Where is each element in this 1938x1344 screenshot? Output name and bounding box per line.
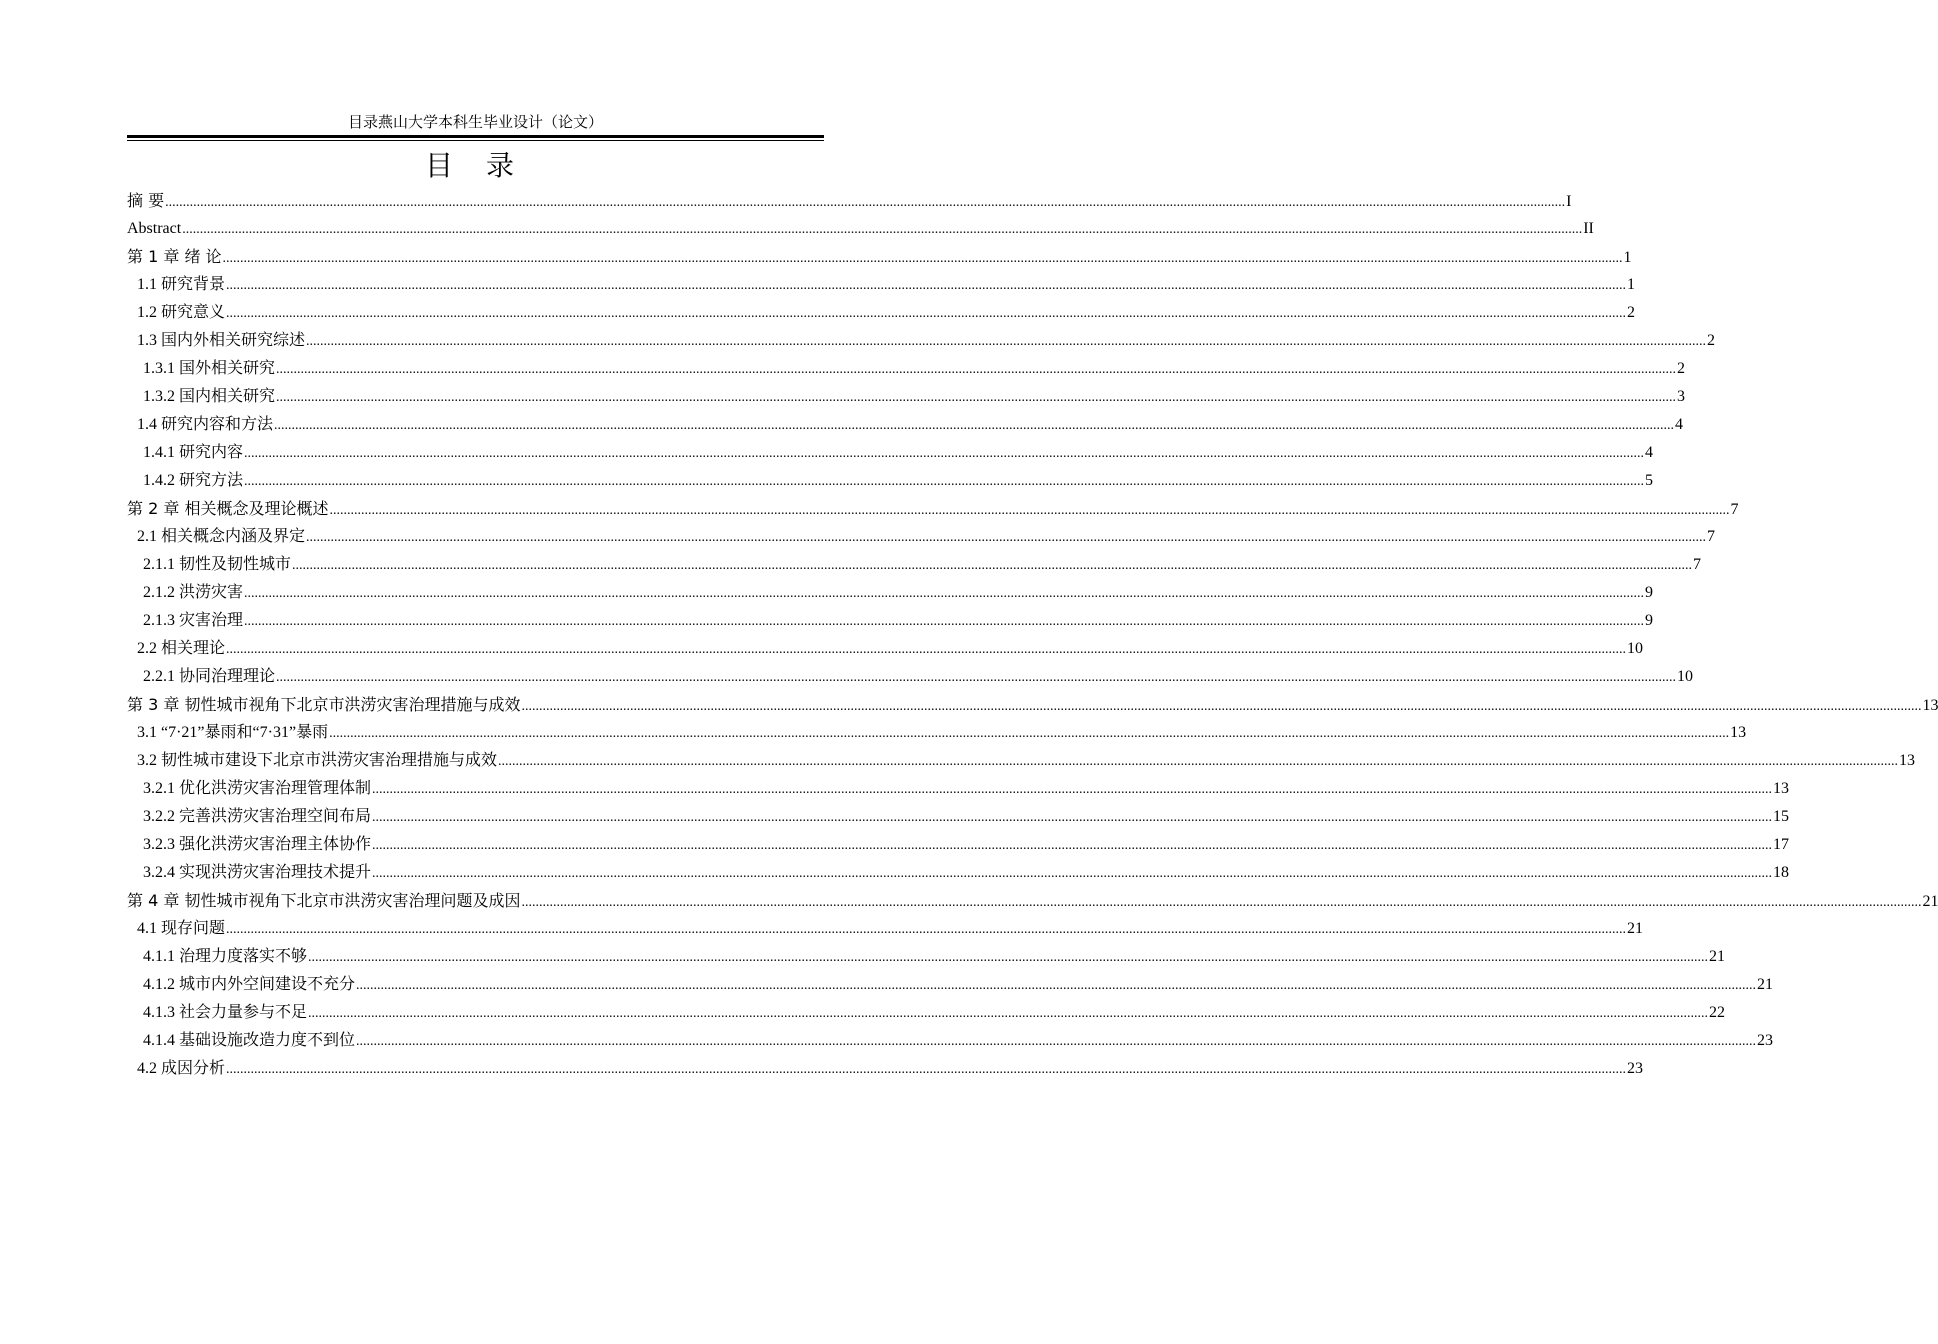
toc-entry[interactable] <box>127 859 1790 887</box>
toc-page-number: 18 <box>1773 864 1790 881</box>
toc-page-number: 10 <box>1627 640 1644 657</box>
toc-entry[interactable] <box>127 439 1654 467</box>
toc-page-number: 2 <box>1677 360 1686 377</box>
toc-page-number: I <box>1566 193 1572 210</box>
toc-page-number: 13 <box>1730 724 1747 741</box>
dot-leader: ................................................................................................................................................................................................................................................................................................................................................................................................................ <box>306 530 1707 545</box>
dot-leader: ................................................................................................................................................................................................................................................................................................................................................................................................................ <box>276 390 1677 405</box>
dot-leader: ................................................................................................................................................................................................................................................................................................................................................................................................................ <box>356 978 1757 993</box>
toc-entry-label: 2.1.3 灾害治理 <box>143 612 244 629</box>
toc-entry[interactable] <box>127 999 1726 1027</box>
dot-leader: ................................................................................................................................................................................................................................................................................................................................................................................................................ <box>308 1006 1709 1021</box>
toc-page-number: 17 <box>1773 836 1790 853</box>
toc-page-number: 13 <box>1899 752 1916 769</box>
toc-entry[interactable] <box>127 719 1747 747</box>
toc-entry-label: 1.4.1 研究内容 <box>143 444 244 461</box>
toc-entry[interactable] <box>127 775 1790 803</box>
dot-leader: ................................................................................................................................................................................................................................................................................................................................................................................................................ <box>292 558 1693 573</box>
toc-entry-label: 2.1 相关概念内涵及界定 <box>137 528 306 545</box>
toc-page-number: 10 <box>1677 668 1694 685</box>
toc-page-number: 2 <box>1627 304 1636 321</box>
toc-entry-label: 2.1.1 韧性及韧性城市 <box>143 556 292 573</box>
dot-leader: ................................................................................................................................................................................................................................................................................................................................................................................................................ <box>274 418 1675 433</box>
header-rule-thick <box>127 135 824 138</box>
toc-entry-label: 1.3 国内外相关研究综述 <box>137 332 306 349</box>
dot-leader: ................................................................................................................................................................................................................................................................................................................................................................................................................ <box>244 474 1645 489</box>
toc-entry-label: 1.1 研究背景 <box>137 276 226 293</box>
table-of-contents <box>127 187 1938 1083</box>
toc-entry[interactable] <box>127 1027 1774 1055</box>
toc-entry[interactable] <box>127 607 1654 635</box>
dot-leader: ................................................................................................................................................................................................................................................................................................................................................................................................................ <box>372 838 1773 853</box>
toc-entry-label: 第 2 章 相关概念及理论概述 <box>127 499 329 518</box>
toc-chapter-entry[interactable] <box>127 691 1938 719</box>
dot-leader: ................................................................................................................................................................................................................................................................................................................................................................................................................ <box>372 782 1773 797</box>
toc-page-number: 21 <box>1922 893 1938 910</box>
toc-page-number: 7 <box>1730 501 1739 518</box>
toc-entry-label: 3.2.4 实现洪涝灾害治理技术提升 <box>143 864 372 881</box>
dot-leader: ................................................................................................................................................................................................................................................................................................................................................................................................................ <box>182 222 1583 237</box>
toc-entry-label: 第 3 章 韧性城市视角下北京市洪涝灾害治理措施与成效 <box>127 695 521 714</box>
dot-leader: ................................................................................................................................................................................................................................................................................................................................................................................................................ <box>226 306 1627 321</box>
toc-entry-label: 4.1.3 社会力量参与不足 <box>143 1004 308 1021</box>
dot-leader: ................................................................................................................................................................................................................................................................................................................................................................................................................ <box>521 699 1922 714</box>
dot-leader: ................................................................................................................................................................................................................................................................................................................................................................................................................ <box>226 1062 1627 1077</box>
dot-leader: ................................................................................................................................................................................................................................................................................................................................................................................................................ <box>308 950 1709 965</box>
toc-entry[interactable] <box>127 355 1686 383</box>
dot-leader: ................................................................................................................................................................................................................................................................................................................................................................................................................ <box>329 503 1730 518</box>
toc-entry-label: 4.1.1 治理力度落实不够 <box>143 948 308 965</box>
toc-page-number: 15 <box>1773 808 1790 825</box>
dot-leader: ................................................................................................................................................................................................................................................................................................................................................................................................................ <box>226 278 1627 293</box>
dot-leader: ................................................................................................................................................................................................................................................................................................................................................................................................................ <box>356 1034 1757 1049</box>
toc-entry-label: 第 1 章 绪 论 <box>127 247 222 266</box>
dot-leader: ................................................................................................................................................................................................................................................................................................................................................................................................................ <box>276 362 1677 377</box>
toc-entry[interactable] <box>127 299 1636 327</box>
toc-entry-label: 3.2 韧性城市建设下北京市洪涝灾害治理措施与成效 <box>137 752 498 769</box>
toc-entry-label: 3.2.1 优化洪涝灾害治理管理体制 <box>143 780 372 797</box>
toc-entry-label: 3.2.2 完善洪涝灾害治理空间布局 <box>143 808 372 825</box>
toc-page-number: 7 <box>1707 528 1716 545</box>
toc-chapter-entry[interactable] <box>127 243 1632 271</box>
toc-title: 目 录 <box>425 149 526 182</box>
dot-leader: ................................................................................................................................................................................................................................................................................................................................................................................................................ <box>244 586 1645 601</box>
dot-leader: ................................................................................................................................................................................................................................................................................................................................................................................................................ <box>244 446 1645 461</box>
toc-entry-label: 1.3.2 国内相关研究 <box>143 388 276 405</box>
toc-entry-label: 4.1.2 城市内外空间建设不充分 <box>143 976 356 993</box>
toc-entry-label: 3.2.3 强化洪涝灾害治理主体协作 <box>143 836 372 853</box>
dot-leader: ................................................................................................................................................................................................................................................................................................................................................................................................................ <box>226 922 1627 937</box>
toc-page-number: 1 <box>1627 276 1636 293</box>
toc-entry[interactable] <box>127 523 1716 551</box>
toc-entry[interactable] <box>127 579 1654 607</box>
toc-entry-label: 4.1.4 基础设施改造力度不到位 <box>143 1032 356 1049</box>
toc-entry[interactable] <box>127 327 1716 355</box>
toc-page-number: 2 <box>1707 332 1716 349</box>
dot-leader: ................................................................................................................................................................................................................................................................................................................................................................................................................ <box>244 614 1645 629</box>
toc-page-number: 23 <box>1757 1032 1774 1049</box>
toc-entry[interactable] <box>127 803 1790 831</box>
toc-page-number: 23 <box>1627 1060 1644 1077</box>
toc-entry[interactable] <box>127 1055 1644 1083</box>
dot-leader: ................................................................................................................................................................................................................................................................................................................................................................................................................ <box>165 195 1566 210</box>
dot-leader: ................................................................................................................................................................................................................................................................................................................................................................................................................ <box>521 895 1922 910</box>
toc-page-number: 7 <box>1693 556 1702 573</box>
toc-entry[interactable] <box>127 747 1916 775</box>
toc-entry-label: 3.1 “7·21”暴雨和“7·31”暴雨 <box>137 724 329 741</box>
toc-entry-label: 2.2 相关理论 <box>137 640 226 657</box>
dot-leader: ................................................................................................................................................................................................................................................................................................................................................................................................................ <box>329 726 1730 741</box>
toc-page-number: 13 <box>1773 780 1790 797</box>
toc-entry[interactable] <box>127 383 1686 411</box>
toc-entry-label: 1.4 研究内容和方法 <box>137 416 274 433</box>
toc-entry-label: 1.4.2 研究方法 <box>143 472 244 489</box>
toc-entry[interactable] <box>127 635 1644 663</box>
toc-entry[interactable] <box>127 915 1644 943</box>
toc-page-number: 13 <box>1922 697 1938 714</box>
toc-entry[interactable] <box>127 271 1636 299</box>
toc-page-number: 21 <box>1757 976 1774 993</box>
toc-entry-label: 2.2.1 协同治理理论 <box>143 668 276 685</box>
header-rule-thin <box>127 140 824 141</box>
toc-page-number: II <box>1583 220 1594 237</box>
toc-entry[interactable] <box>127 411 1684 439</box>
toc-entry[interactable] <box>127 663 1694 691</box>
dot-leader: ................................................................................................................................................................................................................................................................................................................................................................................................................ <box>222 251 1623 266</box>
toc-chapter-entry[interactable] <box>127 495 1739 523</box>
toc-entry-label: 4.1 现存问题 <box>137 920 226 937</box>
dot-leader: ................................................................................................................................................................................................................................................................................................................................................................................................................ <box>498 754 1899 769</box>
toc-entry[interactable] <box>127 215 1594 243</box>
toc-entry[interactable] <box>127 971 1774 999</box>
toc-page-number: 9 <box>1645 612 1654 629</box>
running-header: 目录燕山大学本科生毕业设计（论文） <box>347 115 603 131</box>
toc-entry-label: 4.2 成因分析 <box>137 1060 226 1077</box>
toc-page-number: 1 <box>1623 249 1632 266</box>
toc-page-number: 9 <box>1645 584 1654 601</box>
toc-chapter-entry[interactable] <box>127 887 1938 915</box>
toc-page-number: 22 <box>1709 1004 1726 1021</box>
toc-entry-label: 2.1.2 洪涝灾害 <box>143 584 244 601</box>
toc-page-number: 4 <box>1645 444 1654 461</box>
toc-entry[interactable] <box>127 467 1654 495</box>
toc-entry-label: 1.2 研究意义 <box>137 304 226 321</box>
toc-page-number: 4 <box>1675 416 1684 433</box>
toc-entry-label: 摘 要 <box>127 191 165 210</box>
dot-leader: ................................................................................................................................................................................................................................................................................................................................................................................................................ <box>226 642 1627 657</box>
dot-leader: ................................................................................................................................................................................................................................................................................................................................................................................................................ <box>372 866 1773 881</box>
toc-entry-label: Abstract <box>127 220 182 237</box>
toc-page-number: 21 <box>1627 920 1644 937</box>
toc-page-number: 5 <box>1645 472 1654 489</box>
toc-entry-label: 1.3.1 国外相关研究 <box>143 360 276 377</box>
toc-entry[interactable] <box>127 943 1726 971</box>
dot-leader: ................................................................................................................................................................................................................................................................................................................................................................................................................ <box>276 670 1677 685</box>
dot-leader: ................................................................................................................................................................................................................................................................................................................................................................................................................ <box>306 334 1707 349</box>
toc-entry-label: 第 4 章 韧性城市视角下北京市洪涝灾害治理问题及成因 <box>127 891 521 910</box>
toc-chapter-entry[interactable] <box>127 187 1572 215</box>
toc-entry[interactable] <box>127 831 1790 859</box>
toc-entry[interactable] <box>127 551 1702 579</box>
toc-page-number: 21 <box>1709 948 1726 965</box>
dot-leader: ................................................................................................................................................................................................................................................................................................................................................................................................................ <box>372 810 1773 825</box>
toc-page-number: 3 <box>1677 388 1686 405</box>
